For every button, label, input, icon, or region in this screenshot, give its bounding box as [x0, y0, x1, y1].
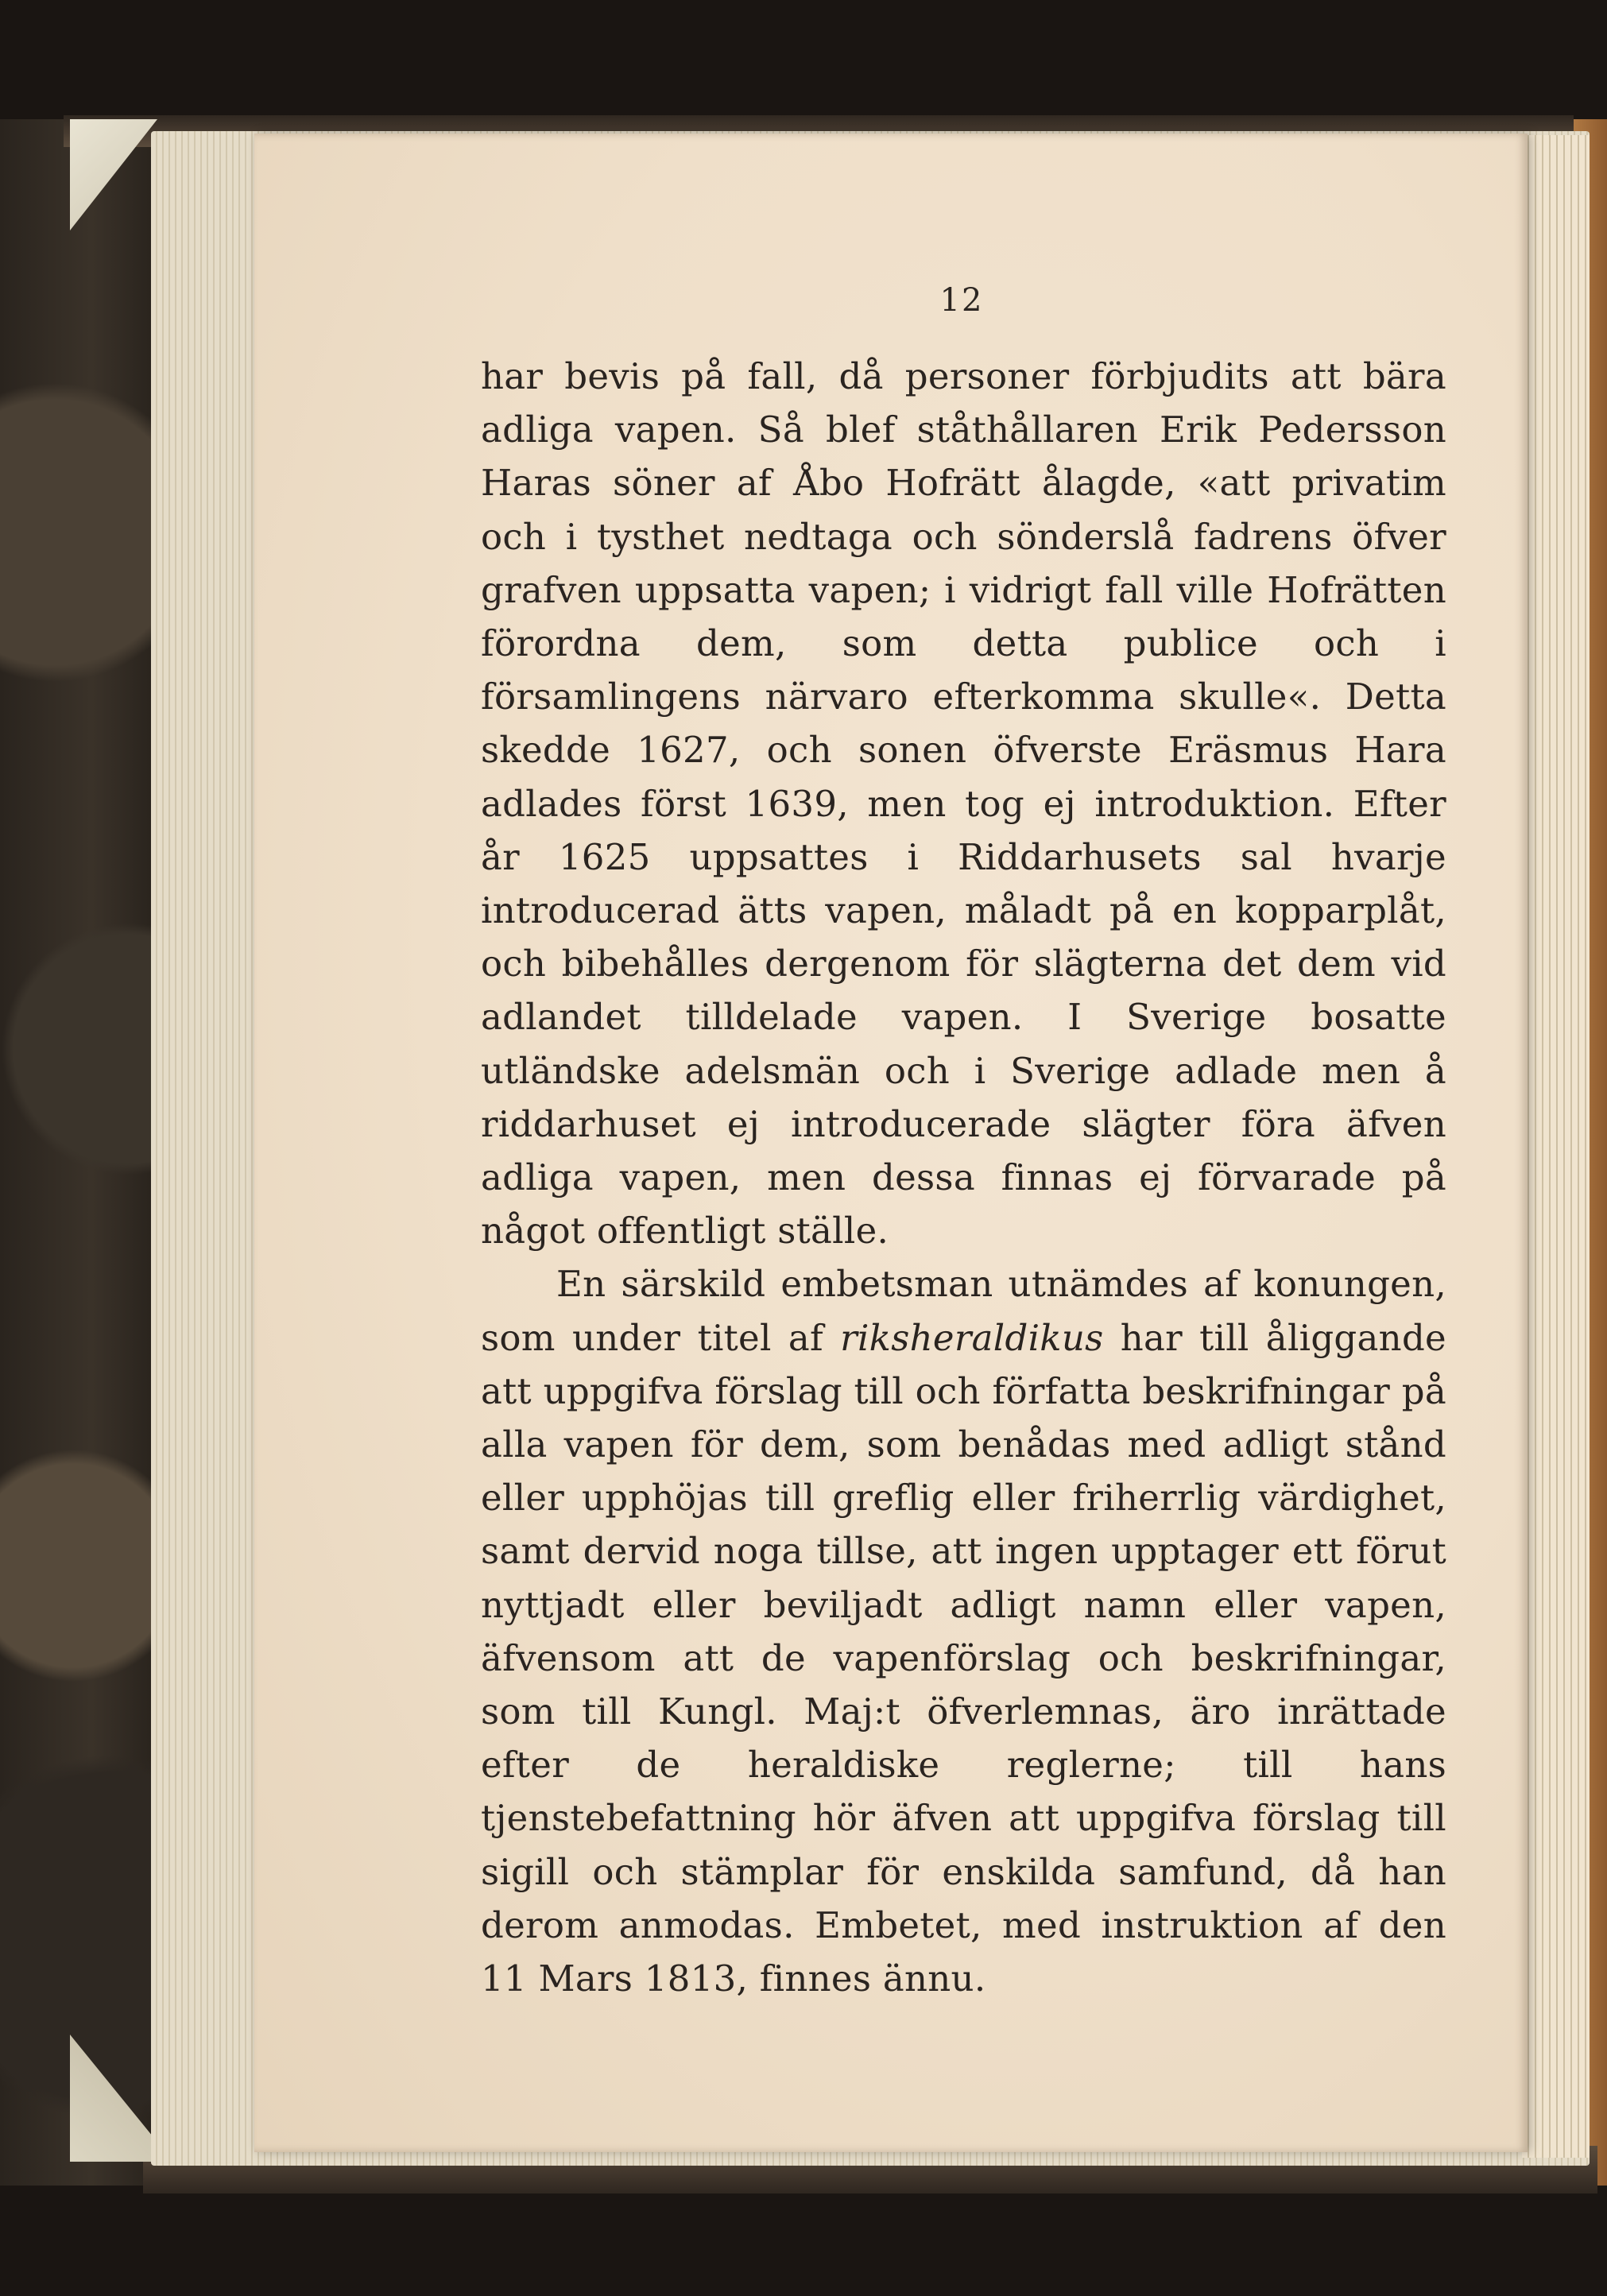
paragraph-1-text: har bevis på fall, då personer förbjudits att bära adliga vapen. Så blef ståthållaren Erik Pedersson Haras söner af Åbo Hofrätt ålagde, «att privatim och i tysthet nedtaga och sönderslå fadrens öfver grafven uppsatta vapen; i vidrigt fall ville Hofrätten förordna dem, som detta publice och i församlingens närvaro efterkomma skulle«. Detta skedde 1627, och sonen öfverste Eräsmus Hara adlades först 1639, men tog ej introduktion. Efter år 1625 uppsattes i Riddarhusets sal hvarje introducerad ätts vapen, måladt på en kopparplåt, och bibehålles dergenom för slägterna det dem vid adlandet tilldelade vapen. I Sverige bosatte utländske adelsmän och i Sverige adlade men å riddarhuset ej introducerade slägter föra äfven adliga vapen, men dessa finnas ej förvarade på något offentligt ställe. [481, 355, 1446, 1253]
page-stack-right-edges [1522, 135, 1590, 2158]
paragraph-1 [481, 350, 1446, 1257]
paragraph-2-text-end: har till åliggande att uppgifva förslag till och författa beskrifningar på alla vapen för dem, som benådas med adligt stånd eller upphöjas till greflig eller friherrlig värdighet, samt dervid noga tillse, att ingen upptager ett förut nyttjadt eller beviljadt adligt namn eller vapen, äfvensom att de vapenförslag och beskrifningar, som till Kungl. Maj:t öfverlemnas, äro inrättade efter de heraldiske reglerne; till hans tjenstebefattning hör äfven att uppgifva förslag till sigill och stämplar för enskilda samfund, då han derom anmodas. Embetet, med instruktion af den 11 Mars 1813, finnes ännu. [481, 1316, 1446, 2000]
page-number: 12 [939, 282, 984, 319]
paragraph-2 [481, 1257, 1446, 2005]
paragraph-2-italic-term: riksheraldikus [840, 1316, 1104, 1359]
paragraph-2-text-start: En särskild embetsman utnämdes af konungen, som under titel af [481, 1263, 1446, 1359]
body-text [481, 350, 1446, 2005]
